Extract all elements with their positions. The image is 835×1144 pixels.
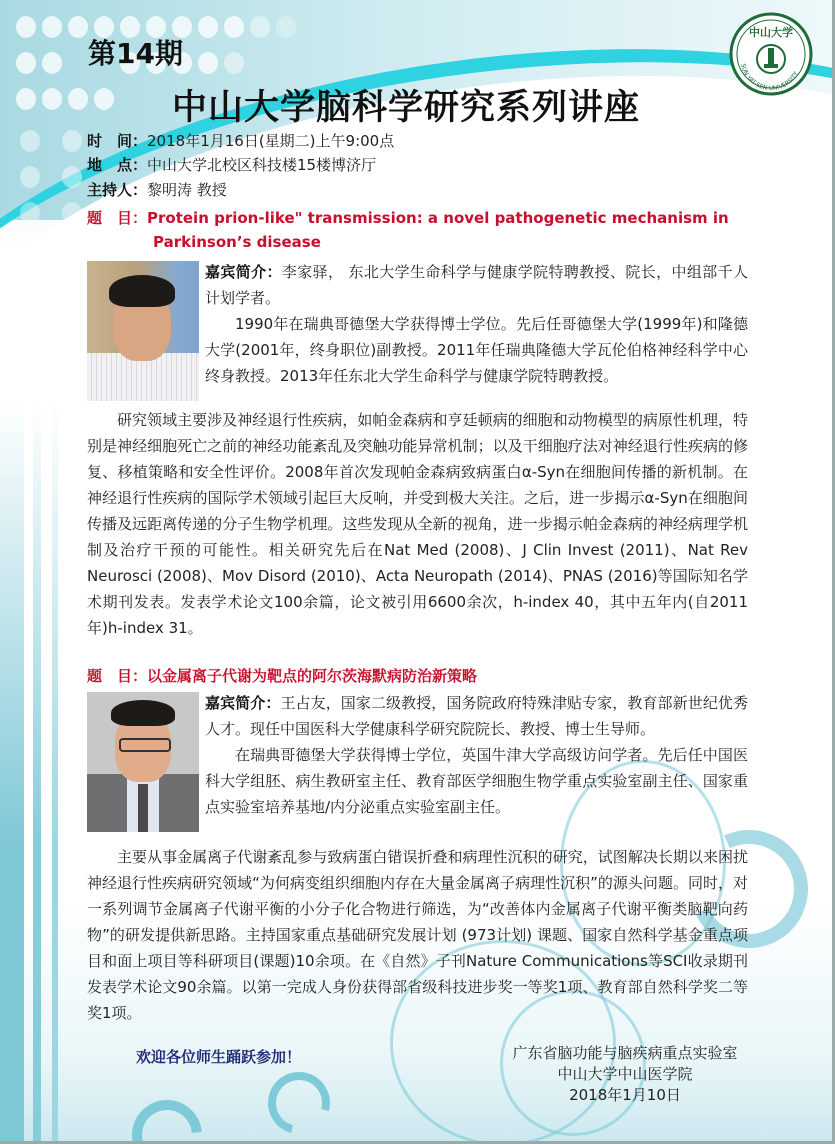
- bio-label: 嘉宾简介：: [205, 263, 282, 281]
- stripe-decoration: [0, 400, 24, 1144]
- organizer-signature: [470, 1043, 780, 1106]
- speaker1-intro: 李家驿， 东北大学生命科学与健康学院特聘教授、院长，中组部千人计划学者。: [205, 263, 748, 307]
- time-label: 时 间：: [87, 132, 148, 150]
- dot-decoration: [224, 52, 244, 74]
- ring-decoration: [257, 1061, 342, 1144]
- talk1-topic: [87, 206, 757, 254]
- talk2-bio-intro: [205, 690, 748, 820]
- dot-decoration: [20, 202, 40, 224]
- bio-label: 嘉宾简介：: [205, 694, 281, 712]
- talk2-topic-title: 以金属离子代谢为靶点的阿尔茨海默病防治新策略: [147, 667, 478, 685]
- dot-decoration: [224, 16, 244, 38]
- welcome-message: 欢迎各位师生踊跃参加！: [136, 1048, 302, 1066]
- dot-decoration: [68, 88, 88, 110]
- host-row: [87, 178, 227, 202]
- dot-decoration: [20, 166, 40, 188]
- svg-text:中山大学: 中山大学: [749, 26, 793, 39]
- page-title: 中山大学脑科学研究系列讲座: [172, 88, 641, 128]
- speaker2-intro: 王占友，国家二级教授，国务院政府特殊津贴专家，教育部新世纪优秀人才。现任中国医科大学健康科学研究院院长、教授、博士生导师。: [205, 694, 748, 738]
- dot-decoration: [42, 52, 62, 74]
- dot-decoration: [198, 52, 218, 74]
- place-row: [87, 153, 376, 177]
- dot-decoration: [42, 88, 62, 110]
- talk1-bio-intro: [205, 259, 748, 389]
- svg-text:SUN YAT-SEN UNIVERSITY: SUN YAT-SEN UNIVERSITY: [739, 63, 800, 93]
- speaker1-career: 1990年在瑞典哥德堡大学获得博士学位。先后任哥德堡大学(1999年)和隆德大学(2001年，终身职位)副教授。2011年任瑞典隆德大学瓦伦伯格神经科学中心终身教授。2013年任东北大学生命科学与健康学院特聘教授。: [205, 315, 748, 385]
- dot-decoration: [62, 166, 82, 188]
- speaker2-career: 在瑞典哥德堡大学获得博士学位，英国牛津大学高级访问学者。先后任中国医科大学组胚、病生教研室主任、教育部医学细胞生物学重点实验室副主任、国家重点实验室培养基地/内分泌重点实验室副主任。: [205, 746, 748, 816]
- notice-date: 2018年1月10日: [569, 1086, 681, 1104]
- speaker2-research: 主要从事金属离子代谢紊乱参与致病蛋白错误折叠和病理性沉积的研究，试图解决长期以来困扰神经退行性疾病研究领域“为何病变组织细胞内存在大量金属离子病理性沉积”的源头问题。同时，对一系列调节金属离子代谢平衡的小分子化合物进行筛选，为“改善体内金属离子代谢平衡类脑靶向药物”的研发提供新思路。主持国家重点基础研究发展计划 (973计划) 课题、国家自然科学基金重点项目和面上项目等科研项目(课题)10余项。在《自然》子刊Nature Communications等SCI收录期刊发表学术论文90余篇。以第一完成人身份获得部省级科技进步奖一等奖1项、教育部自然科学奖二等奖1项。: [87, 848, 748, 1022]
- organizer-school: 中山大学中山医学院: [557, 1065, 693, 1083]
- place-value: 中山大学北校区科技楼15楼博济厅: [147, 156, 377, 174]
- time-row: [87, 129, 394, 153]
- stripe-decoration: [52, 400, 58, 1144]
- dot-decoration: [16, 52, 36, 74]
- time-value: 2018年1月16日(星期二)上午9:00点: [147, 132, 395, 150]
- talk2-topic: [87, 665, 477, 686]
- talk1-topic-line2: Parkinson’s disease: [153, 233, 321, 251]
- place-label: 地 点：: [87, 156, 148, 174]
- dot-decoration: [16, 16, 36, 38]
- talk1-topic-line1: Protein prion-like" transmission: a novel pathogenetic mechanism in: [147, 209, 729, 227]
- dot-decoration: [62, 130, 82, 152]
- dot-decoration: [276, 16, 296, 38]
- speaker1-research: 研究领域主要涉及神经退行性疾病，如帕金森病和亨廷顿病的细胞和动物模型的病原性机理，特别是神经细胞死亡之前的神经功能紊乱及突触功能异常机制；以及干细胞疗法对神经退行性疾病的修复、移植策略和安全性评价。2008年首次发现帕金森病致病蛋白α-Syn在细胞间传播的新机制。在神经退行性疾病的国际学术领域引起巨大反响，并受到极大关注。之后，进一步揭示α-Syn在细胞间传播及远距离传递的分子生物学机理。这些发现从全新的视角，进一步揭示帕金森病的神经病理学机制及治疗干预的可能性。相关研究先后在Nat Med (2008)、J Clin Invest (2011)、Nat Rev Neurosci (2008)、Mov Disord (2010)、Acta Neuropath (2014)、PNAS (2016)等国际知名学术期刊发表。发表学术论文100余篇，论文被引用6600余次，h-index 40，其中五年内(自2011年)h-index 31。: [87, 411, 748, 637]
- sun-yat-sen-university-seal-icon: [729, 12, 813, 96]
- dot-decoration: [250, 16, 270, 38]
- organizer-lab: 广东省脑功能与脑疾病重点实验室: [512, 1044, 738, 1062]
- ring-decoration: [118, 1086, 217, 1144]
- dot-decoration: [68, 16, 88, 38]
- dot-decoration: [198, 16, 218, 38]
- dot-decoration: [42, 16, 62, 38]
- topic-label: 题 目：: [87, 667, 148, 685]
- dot-decoration: [62, 202, 82, 224]
- dot-decoration: [94, 88, 114, 110]
- host-value: 黎明涛 教授: [147, 181, 227, 199]
- dot-decoration: [20, 130, 40, 152]
- host-label: 主持人：: [87, 181, 148, 199]
- dot-decoration: [16, 88, 36, 110]
- stripe-decoration: [33, 400, 41, 1144]
- topic-label: 题 目：: [87, 209, 148, 227]
- speaker2-photo: [87, 692, 199, 832]
- speaker1-photo: [87, 261, 199, 401]
- issue-number: 第14期: [88, 37, 183, 70]
